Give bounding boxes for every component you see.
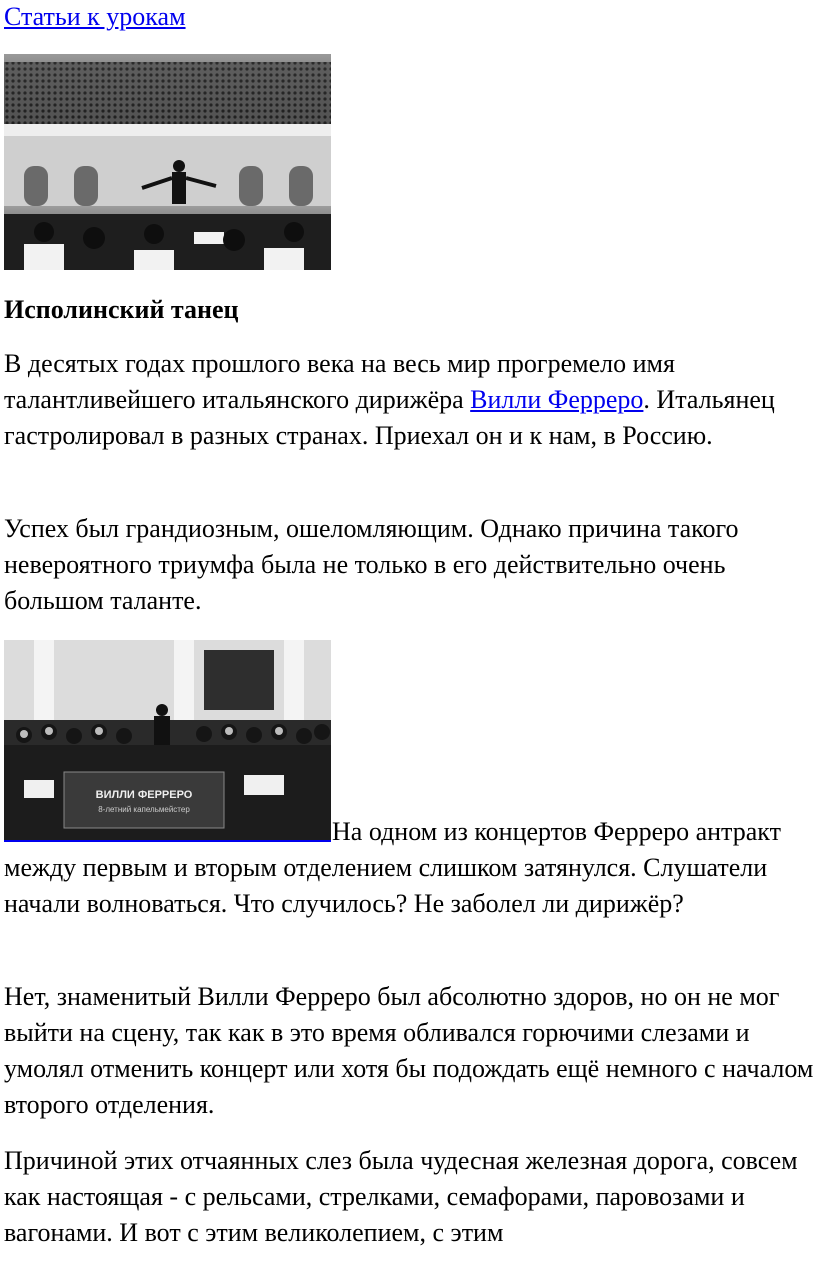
willy-ferrero-link[interactable]: Вилли Ферреро [470, 385, 644, 414]
conductor-photo [4, 54, 331, 270]
paragraph-5: Причиной этих отчаянных слез была чудесная железная дорога, совсем как настоящая - с рельсами, стрелками, семафорами, паровозами и вагонами. И вот с этим великолепием, с этим [4, 1146, 798, 1247]
banner-line-1: ВИЛЛИ ФЕРРЕРО [95, 789, 193, 801]
banner-line-2: 8-летний капельмейстер [98, 805, 190, 814]
concert-crowd-photo[interactable] [4, 640, 331, 840]
paragraph-3-text: На одном из концертов Ферреро антракт между первым и вторым отделением слишком затянулся. Слушатели начали волноваться. Что случилось? Не заболел ли дирижёр? [4, 817, 781, 918]
paragraph-2: Успех был грандиозным, ошеломляющим. Однако причина такого невероятного триумфа была не только в его действительно очень большом таланте. [4, 514, 739, 615]
paragraph-4: Нет, знаменитый Вилли Ферреро был абсолютно здоров, но он не мог выйти на сцену, так как в это время обливался горючими слезами и умолял отменить концерт или хотя бы подождать ещё немного с началом второго отделения. [4, 982, 814, 1119]
paragraph-1-text-a: В десятых годах прошлого века на весь мир прогремело имя талантливейшего итальянского дирижёра [4, 349, 675, 414]
top-link-lesson-articles[interactable]: Статьи к урокам [4, 2, 186, 31]
paragraph-1 [4, 346, 816, 454]
paragraph-3 [4, 814, 816, 922]
article-heading: Исполинский танец [4, 295, 239, 324]
paragraph-1-text-b: . Итальянец гастролировал в разных странах. Приехал он и к нам, в Россию. [4, 385, 775, 450]
